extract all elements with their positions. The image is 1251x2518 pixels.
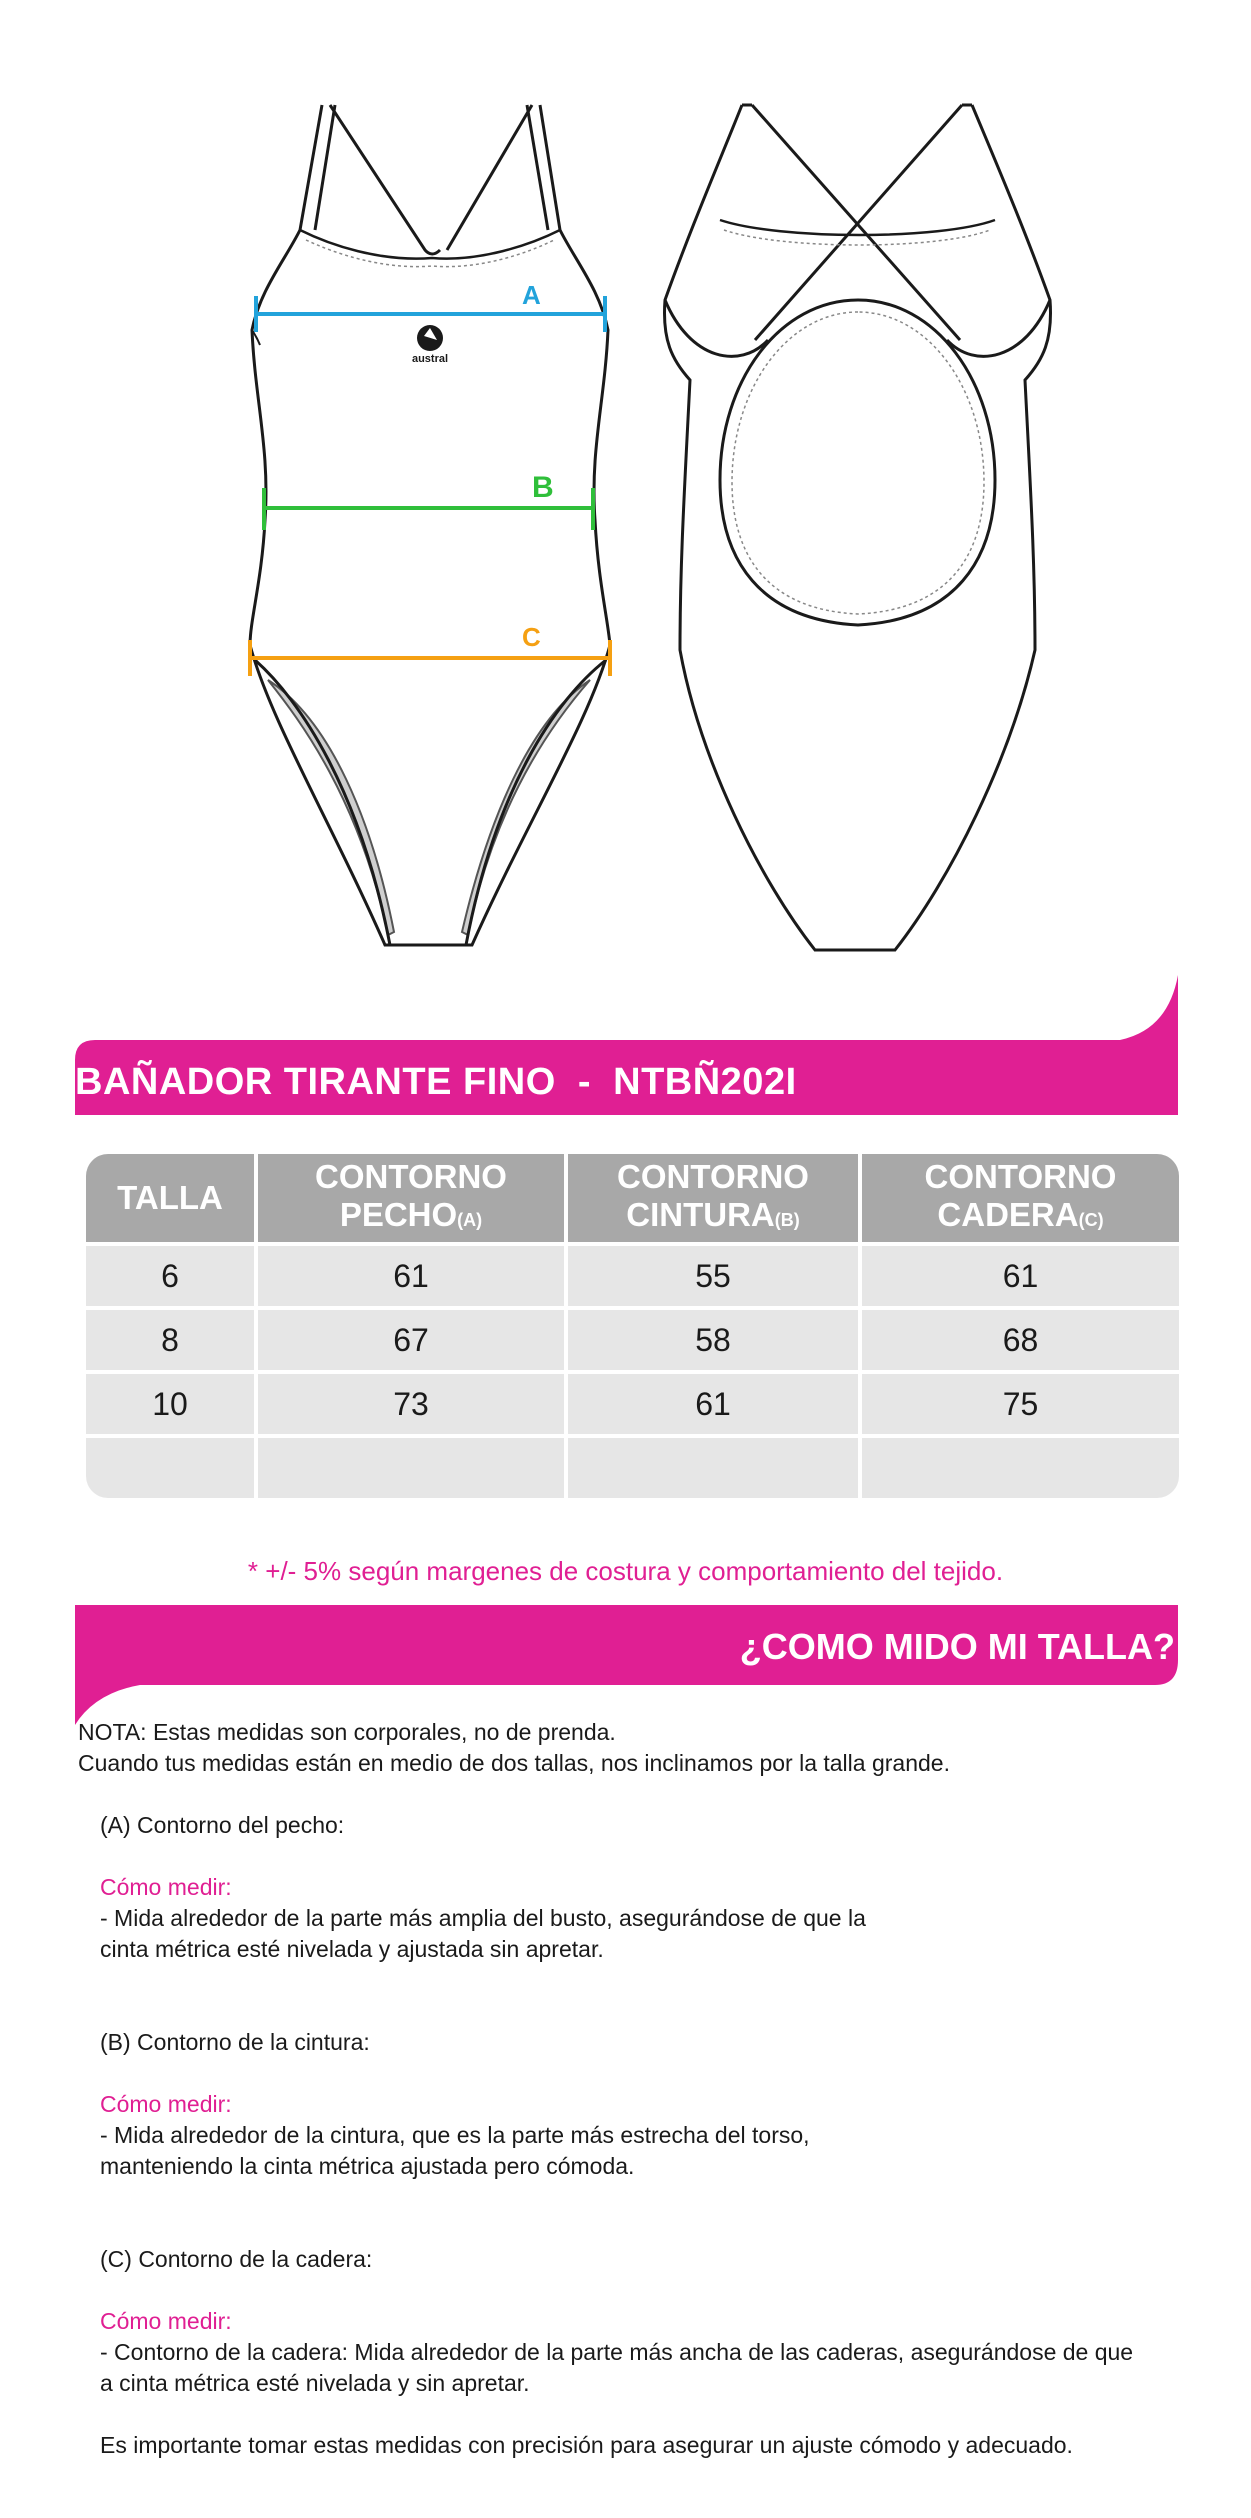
note-line: NOTA: Estas medidas son corporales, no de prenda. (78, 1719, 616, 1745)
measurement-instructions (78, 1717, 1188, 2461)
section-a-line2: cinta métrica esté nivelada y ajustada sin apretar. (100, 1936, 604, 1962)
header-talla: TALLA (86, 1154, 254, 1242)
header-cadera: CONTORNO CADERA(C) (862, 1154, 1179, 1242)
how-label-c: Cómo medir: (100, 2308, 232, 2334)
cell-cadera: 68 (862, 1310, 1179, 1370)
table-header-row (86, 1154, 1179, 1242)
front-lining-right (462, 680, 590, 935)
how-to-measure-title: ¿COMO MIDO MI TALLA? (739, 1626, 1175, 1667)
measure-label-c: C (522, 622, 541, 652)
how-label-a: Cómo medir: (100, 1874, 232, 1900)
cell-talla: 6 (86, 1246, 254, 1306)
measure-label-b: B (532, 471, 554, 504)
cell-cintura: 58 (568, 1310, 858, 1370)
swimsuit-front-view (250, 105, 610, 945)
cell-cadera: 75 (862, 1374, 1179, 1434)
cell-cintura (568, 1438, 858, 1498)
tolerance-note: * +/- 5% según margenes de costura y comportamiento del tejido. (247, 1556, 1004, 1586)
cell-talla: 10 (86, 1374, 254, 1434)
cell-cadera (862, 1438, 1179, 1498)
table-row (86, 1246, 1179, 1306)
section-b-title: (B) Contorno de la cintura: (100, 2029, 370, 2055)
logo-text: austral (411, 353, 449, 365)
measure-line-a (256, 280, 605, 332)
austral-logo (412, 325, 448, 365)
product-title: BAÑADOR TIRANTE FINO - NTBÑ202I (75, 1061, 797, 1103)
back-outline (664, 105, 1050, 950)
section-b-line2: manteniendo la cinta métrica ajustada pero cómoda. (100, 2153, 635, 2179)
table-row (86, 1374, 1179, 1434)
swimsuit-illustration (0, 0, 1251, 990)
size-chart-table (82, 1150, 1183, 1502)
section-c-line2: a cinta métrica esté nivelada y sin apretar. (100, 2370, 530, 2396)
cell-talla (86, 1438, 254, 1498)
cell-cintura: 55 (568, 1246, 858, 1306)
header-pecho: CONTORNO PECHO(A) (258, 1154, 564, 1242)
how-label-b: Cómo medir: (100, 2091, 232, 2117)
cell-pecho (258, 1438, 564, 1498)
cell-pecho: 67 (258, 1310, 564, 1370)
section-c-title: (C) Contorno de la cadera: (100, 2246, 373, 2272)
cell-cadera: 61 (862, 1246, 1179, 1306)
header-cintura: CONTORNO CINTURA(B) (568, 1154, 858, 1242)
section-b-line1: - Mida alrededor de la cintura, que es la parte más estrecha del torso, (100, 2122, 810, 2148)
measure-label-a: A (522, 280, 541, 310)
cell-cintura: 61 (568, 1374, 858, 1434)
back-opening (720, 300, 995, 625)
closing-line: Es importante tomar estas medidas con precisión para asegurar un ajuste cómodo y adecuado. (100, 2432, 1073, 2458)
table-row (86, 1310, 1179, 1370)
section-a-line1: - Mida alrededor de la parte más amplia del busto, asegurándose de que la (100, 1905, 866, 1931)
cell-pecho: 73 (258, 1374, 564, 1434)
table-row (86, 1438, 1179, 1498)
swimsuit-back-view (664, 105, 1050, 950)
cell-talla: 8 (86, 1310, 254, 1370)
section-c-line1: - Contorno de la cadera: Mida alrededor de la parte más ancha de las caderas, asegurándose de que (100, 2339, 1134, 2365)
front-lining-left (268, 680, 394, 935)
cell-pecho: 61 (258, 1246, 564, 1306)
measure-line-b (264, 471, 593, 530)
section-a-title: (A) Contorno del pecho: (100, 1812, 345, 1838)
note-line-2: Cuando tus medidas están en medio de dos tallas, nos inclinamos por la talla grande. (78, 1750, 950, 1776)
measure-line-c (250, 622, 610, 676)
